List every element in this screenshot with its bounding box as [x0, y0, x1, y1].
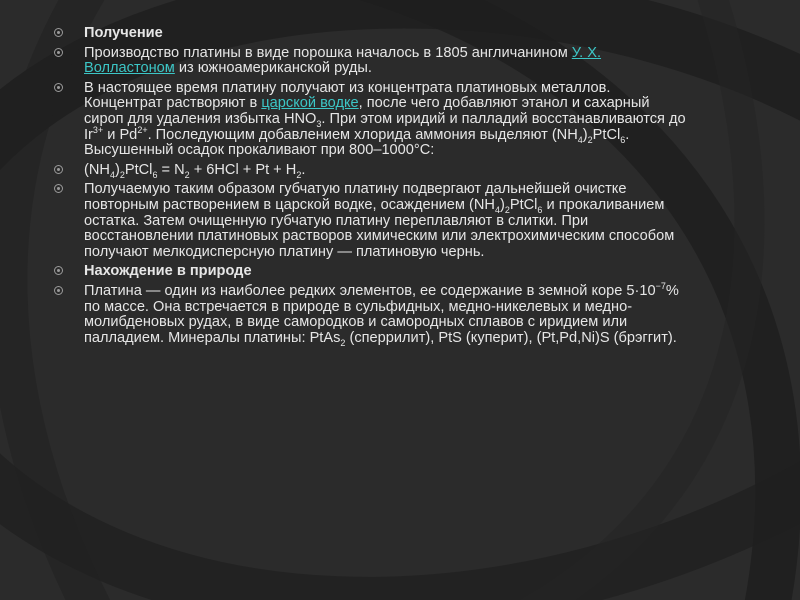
text-span: % по массе. Она встречается в природе в сульфидных, медно-никелевых и медно-молибденовых рудах, в виде самородков и самородных сплавов с иридием или палладием. Минералы платины: PtAs — [84, 282, 679, 346]
subscript: 4 — [577, 134, 583, 145]
text-span: , после чего добавляют этанол и сахарный сироп для удаления избытка HNO — [84, 95, 650, 127]
subscript: 2 — [296, 169, 302, 180]
subscript: 6 — [620, 134, 626, 145]
subscript: 4 — [109, 169, 115, 180]
subscript: 2 — [184, 169, 190, 180]
bullet-icon — [54, 266, 63, 275]
subscript: 3 — [316, 118, 322, 129]
text-span: В настоящее время платину получают из концентрата платиновых металлов. Концентрат растворяют в — [84, 79, 611, 112]
subscript: 2 — [340, 337, 346, 348]
paragraph-occurrence — [52, 281, 692, 348]
bullet-icon — [54, 28, 63, 37]
subscript: 2 — [504, 204, 510, 215]
bullet-icon — [54, 83, 63, 92]
nature-heading-item — [52, 264, 692, 280]
superscript: 3+ — [92, 124, 104, 135]
bullet-icon — [54, 165, 63, 174]
aqua-regia-link[interactable]: царской водке — [261, 95, 359, 112]
text-span: ) — [582, 126, 588, 143]
text-span: . При этом иридий и палладий восстанавливаются до Ir — [84, 110, 686, 143]
production-heading-item — [52, 26, 692, 42]
superscript: 2+ — [137, 124, 148, 135]
subscript: 2 — [119, 169, 125, 180]
text-span: = N — [157, 161, 185, 178]
bullet-icon — [54, 286, 63, 295]
text-span: (NH — [84, 161, 110, 178]
slide-content — [52, 26, 692, 350]
subscript: 6 — [537, 204, 543, 215]
text-span: PtCl — [124, 161, 153, 178]
text-span: + 6HCl + Pt + H — [189, 161, 297, 178]
superscript: −7 — [655, 281, 666, 292]
text-span: из южноамериканской руды. — [174, 60, 372, 77]
paragraph-history — [52, 46, 692, 77]
text-span: ) — [114, 161, 120, 178]
wollaston-link[interactable]: У. Х. Волластоном — [84, 44, 602, 77]
subscript: 4 — [494, 204, 500, 215]
paragraph-modern-production — [52, 81, 692, 159]
text-span: и прокаливанием остатка. Затем очищенную губчатую платину переплавляют в слитки. При восстановлении платиновых растворов химическим или электрохимическим способом получают мелкодисперсную платину — платиновую чернь. — [84, 196, 675, 260]
text-span: и Pd — [103, 126, 138, 143]
text-span: (сперрилит), PtS (куперит), (Pt,Pd,Ni)S (брэггит). — [345, 329, 677, 346]
nature-heading: Нахождение в природе — [84, 263, 252, 280]
text-span: . Высушенный осадок прокаливают при 800–1000°C: — [84, 126, 630, 159]
text-span: Платина — один из наиболее редких элементов, ее содержание в земной коре 5·10 — [84, 282, 656, 299]
subscript: 2 — [587, 134, 593, 145]
text-span: Получаемую таким образом губчатую платину подвергают дальнейшей очистке повторным растворением в царской водке, осаждением (NH — [84, 181, 627, 213]
text-span: . Последующим добавлением хлорида аммония выделяют (NH — [147, 126, 578, 143]
text-span: Производство платины в виде порошка началось в 1805 англичанином — [84, 44, 572, 61]
text-span: PtCl — [592, 126, 621, 143]
paragraph-purification — [52, 182, 692, 260]
paragraph-equation — [52, 163, 692, 179]
production-heading: Получение — [84, 25, 163, 41]
subscript: 6 — [152, 169, 158, 180]
bullet-icon — [54, 48, 63, 57]
text-span: ) — [499, 196, 505, 213]
bullet-icon — [54, 184, 63, 193]
text-span: . — [301, 161, 306, 178]
text-span: PtCl — [509, 196, 538, 213]
